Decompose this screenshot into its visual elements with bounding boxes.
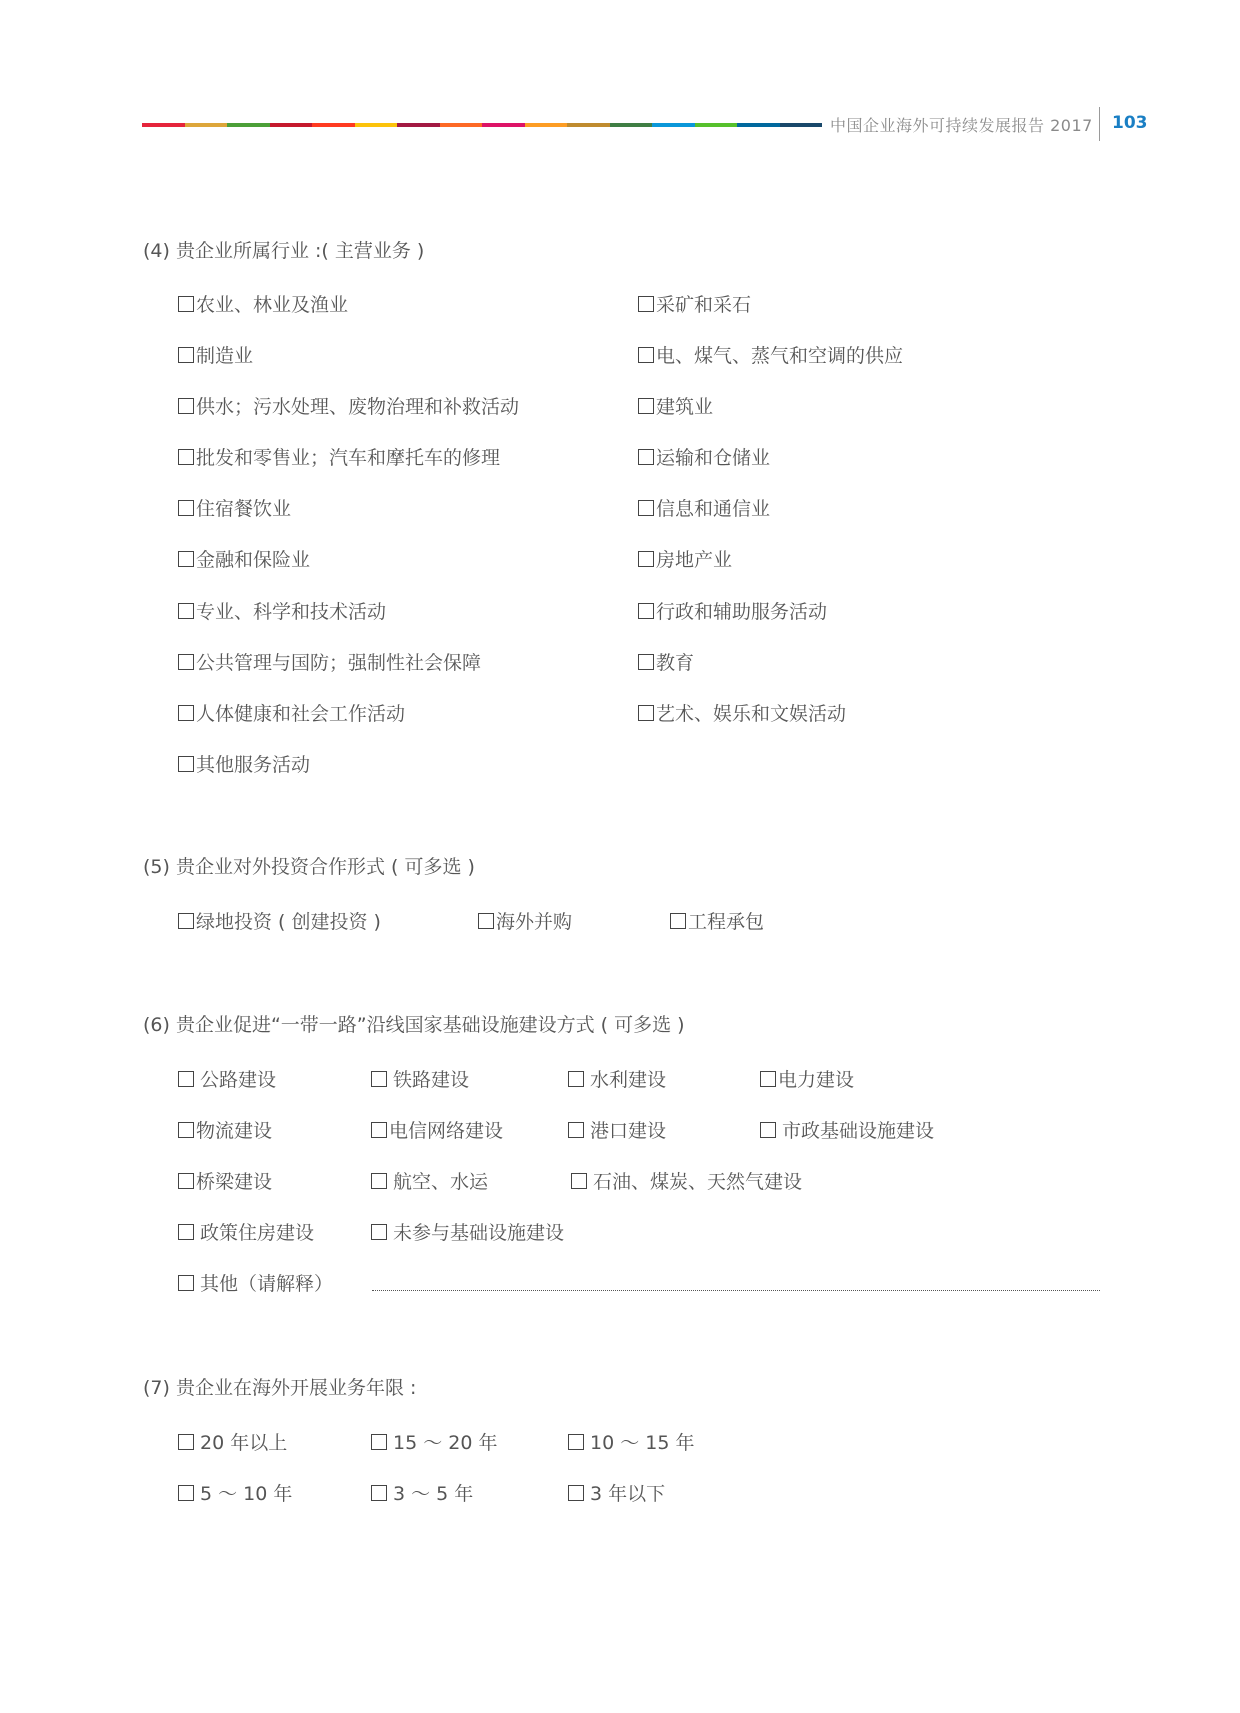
checkbox[interactable] bbox=[638, 347, 654, 363]
q5-option[interactable]: 绿地投资 ( 创建投资 ) bbox=[178, 907, 381, 934]
q6-option[interactable]: 铁路建设 bbox=[371, 1065, 469, 1092]
q4-option[interactable]: 房地产业 bbox=[638, 545, 732, 572]
checkbox[interactable] bbox=[670, 913, 686, 929]
checkbox[interactable] bbox=[638, 705, 654, 721]
header-color-bar bbox=[142, 123, 822, 127]
q6-option[interactable]: 公路建设 bbox=[178, 1065, 276, 1092]
question-5-title: (5) 贵企业对外投资合作形式 ( 可多选 ) bbox=[143, 856, 475, 878]
q6-option[interactable]: 电信网络建设 bbox=[371, 1116, 503, 1143]
q4-option[interactable]: 公共管理与国防；强制性社会保障 bbox=[178, 648, 481, 675]
color-bar-segment bbox=[440, 123, 483, 127]
checkbox[interactable] bbox=[178, 1434, 194, 1450]
checkbox[interactable] bbox=[178, 296, 194, 312]
checkbox[interactable] bbox=[371, 1173, 387, 1189]
checkbox[interactable] bbox=[178, 603, 194, 619]
question-6-title: (6) 贵企业促进“一带一路”沿线国家基础设施建设方式 ( 可多选 ) bbox=[143, 1014, 685, 1036]
checkbox[interactable] bbox=[568, 1122, 584, 1138]
q7-option[interactable]: 20 年以上 bbox=[178, 1428, 287, 1455]
checkbox[interactable] bbox=[371, 1434, 387, 1450]
checkbox[interactable] bbox=[638, 449, 654, 465]
q6-option[interactable]: 未参与基础设施建设 bbox=[371, 1218, 564, 1245]
checkbox[interactable] bbox=[638, 603, 654, 619]
q4-option[interactable]: 教育 bbox=[638, 648, 694, 675]
color-bar-segment bbox=[610, 123, 653, 127]
page-number: 103 bbox=[1112, 113, 1148, 133]
checkbox[interactable] bbox=[638, 296, 654, 312]
q4-option[interactable]: 批发和零售业；汽车和摩托车的修理 bbox=[178, 443, 500, 470]
checkbox[interactable] bbox=[371, 1485, 387, 1501]
checkbox[interactable] bbox=[638, 500, 654, 516]
color-bar-segment bbox=[695, 123, 738, 127]
q6-option[interactable]: 桥梁建设 bbox=[178, 1167, 272, 1194]
q6-option[interactable]: 航空、水运 bbox=[371, 1167, 488, 1194]
q6-option[interactable]: 电力建设 bbox=[760, 1065, 854, 1092]
color-bar-segment bbox=[737, 123, 780, 127]
question-4-title: (4) 贵企业所属行业 :( 主营业务 ) bbox=[143, 240, 425, 262]
color-bar-segment bbox=[567, 123, 610, 127]
q4-option[interactable]: 专业、科学和技术活动 bbox=[178, 597, 386, 624]
checkbox[interactable] bbox=[638, 398, 654, 414]
header-divider bbox=[1099, 107, 1100, 141]
q4-option[interactable]: 住宿餐饮业 bbox=[178, 494, 291, 521]
checkbox[interactable] bbox=[760, 1071, 776, 1087]
color-bar-segment bbox=[312, 123, 355, 127]
q7-option[interactable]: 5 ～ 10 年 bbox=[178, 1479, 292, 1506]
color-bar-segment bbox=[355, 123, 398, 127]
q7-option[interactable]: 15 ～ 20 年 bbox=[371, 1428, 497, 1455]
color-bar-segment bbox=[227, 123, 270, 127]
q6-option[interactable]: 物流建设 bbox=[178, 1116, 272, 1143]
color-bar-segment bbox=[652, 123, 695, 127]
q4-option[interactable]: 采矿和采石 bbox=[638, 290, 751, 317]
q6-option[interactable]: 港口建设 bbox=[568, 1116, 666, 1143]
color-bar-segment bbox=[142, 123, 185, 127]
q7-option[interactable]: 10 ～ 15 年 bbox=[568, 1428, 694, 1455]
color-bar-segment bbox=[525, 123, 568, 127]
checkbox[interactable] bbox=[178, 913, 194, 929]
q5-option[interactable]: 工程承包 bbox=[670, 907, 764, 934]
checkbox[interactable] bbox=[178, 1275, 194, 1291]
q4-option[interactable]: 农业、林业及渔业 bbox=[178, 290, 348, 317]
q7-option[interactable]: 3 ～ 5 年 bbox=[371, 1479, 473, 1506]
color-bar-segment bbox=[482, 123, 525, 127]
q6-option-other[interactable]: 其他（请解释） bbox=[178, 1269, 333, 1296]
checkbox[interactable] bbox=[371, 1071, 387, 1087]
checkbox[interactable] bbox=[178, 654, 194, 670]
checkbox[interactable] bbox=[568, 1485, 584, 1501]
color-bar-segment bbox=[780, 123, 823, 127]
color-bar-segment bbox=[270, 123, 313, 127]
q5-option[interactable]: 海外并购 bbox=[478, 907, 572, 934]
other-explanation-line[interactable] bbox=[372, 1290, 1100, 1291]
q4-option[interactable]: 人体健康和社会工作活动 bbox=[178, 699, 405, 726]
q4-option[interactable]: 建筑业 bbox=[638, 392, 713, 419]
checkbox[interactable] bbox=[178, 1224, 194, 1240]
checkbox[interactable] bbox=[371, 1224, 387, 1240]
checkbox[interactable] bbox=[178, 1122, 194, 1138]
checkbox[interactable] bbox=[178, 398, 194, 414]
checkbox[interactable] bbox=[178, 756, 194, 772]
checkbox[interactable] bbox=[178, 551, 194, 567]
checkbox[interactable] bbox=[371, 1122, 387, 1138]
q4-option[interactable]: 电、煤气、蒸气和空调的供应 bbox=[638, 341, 903, 368]
checkbox[interactable] bbox=[178, 1071, 194, 1087]
q6-option[interactable]: 水利建设 bbox=[568, 1065, 666, 1092]
checkbox[interactable] bbox=[568, 1071, 584, 1087]
q4-option[interactable]: 信息和通信业 bbox=[638, 494, 770, 521]
checkbox[interactable] bbox=[178, 1173, 194, 1189]
q4-option[interactable]: 其他服务活动 bbox=[178, 750, 310, 777]
q6-option[interactable]: 市政基础设施建设 bbox=[760, 1116, 934, 1143]
q4-option[interactable]: 行政和辅助服务活动 bbox=[638, 597, 827, 624]
checkbox[interactable] bbox=[571, 1173, 587, 1189]
question-7-title: (7) 贵企业在海外开展业务年限 : bbox=[143, 1377, 417, 1399]
checkbox[interactable] bbox=[178, 347, 194, 363]
color-bar-segment bbox=[397, 123, 440, 127]
color-bar-segment bbox=[185, 123, 228, 127]
q6-option[interactable]: 政策住房建设 bbox=[178, 1218, 314, 1245]
q4-option[interactable]: 艺术、娱乐和文娱活动 bbox=[638, 699, 846, 726]
checkbox[interactable] bbox=[568, 1434, 584, 1450]
q4-option[interactable]: 金融和保险业 bbox=[178, 545, 310, 572]
checkbox[interactable] bbox=[178, 500, 194, 516]
checkbox[interactable] bbox=[178, 1485, 194, 1501]
q4-option[interactable]: 供水；污水处理、废物治理和补救活动 bbox=[178, 392, 519, 419]
header-title: 中国企业海外可持续发展报告 2017 bbox=[830, 116, 1093, 135]
q7-option[interactable]: 3 年以下 bbox=[568, 1479, 665, 1506]
checkbox[interactable] bbox=[638, 551, 654, 567]
checkbox[interactable] bbox=[638, 654, 654, 670]
checkbox[interactable] bbox=[178, 705, 194, 721]
checkbox[interactable] bbox=[478, 913, 494, 929]
q4-option[interactable]: 运输和仓储业 bbox=[638, 443, 770, 470]
checkbox[interactable] bbox=[178, 449, 194, 465]
checkbox[interactable] bbox=[760, 1122, 776, 1138]
q4-option[interactable]: 制造业 bbox=[178, 341, 253, 368]
q6-option[interactable]: 石油、煤炭、天然气建设 bbox=[571, 1167, 802, 1194]
